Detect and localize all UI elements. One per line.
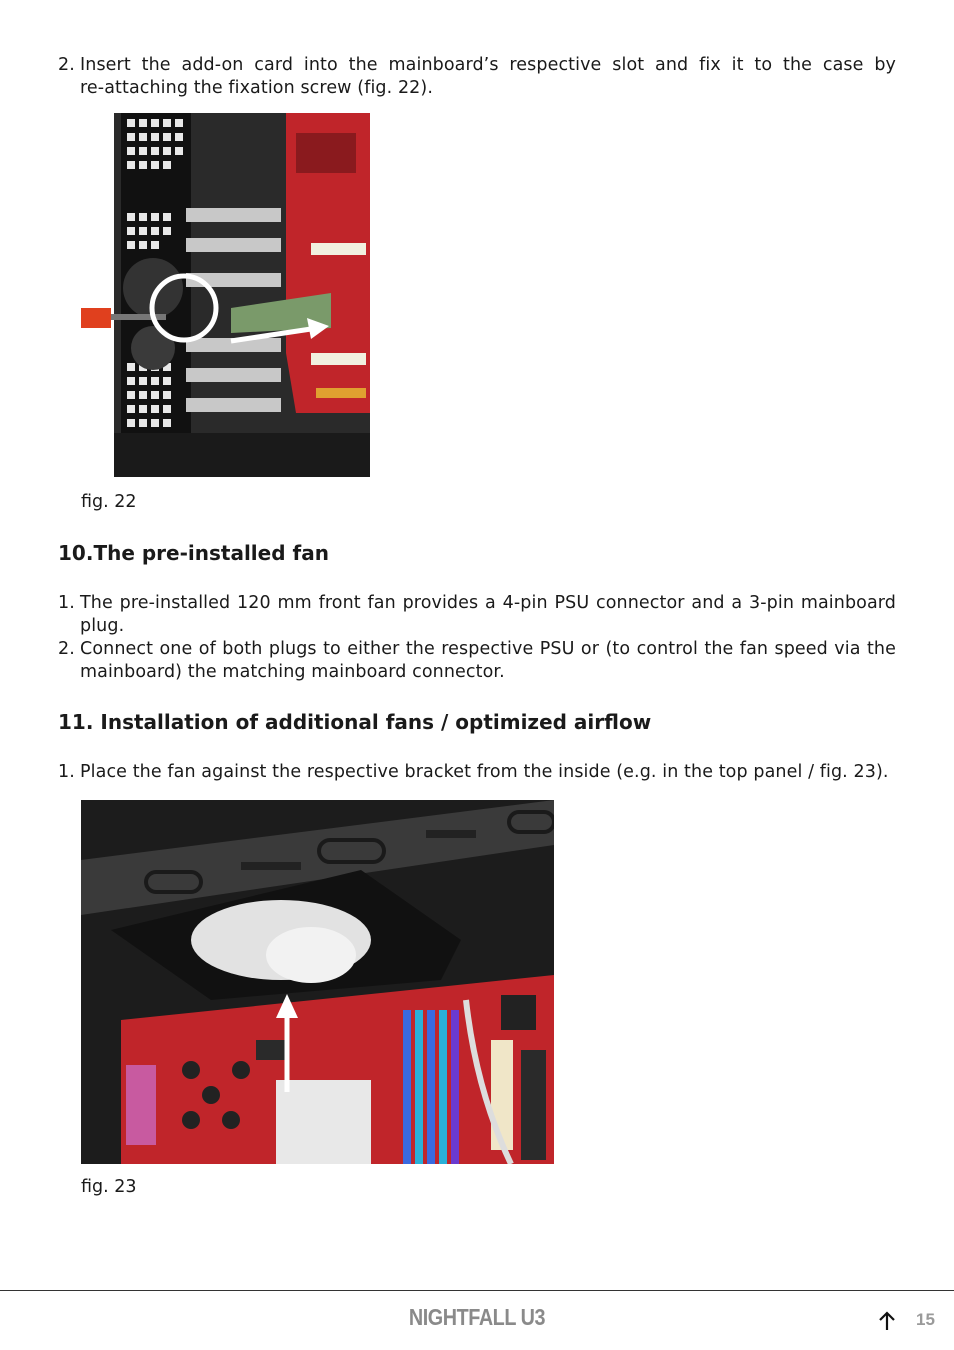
page-number: 15 xyxy=(916,1310,935,1329)
section-heading-preinstalled-fan xyxy=(58,541,329,565)
list-item-connect-plugs xyxy=(58,638,896,684)
fan-top-panel-image xyxy=(81,800,554,1164)
heading-text: The pre-installed fan xyxy=(93,541,329,565)
list-number: 2. xyxy=(58,639,75,659)
list-text-line: Place the fan against the respective bracket from the inside (e.g. in the top panel / fig. 23). xyxy=(80,762,889,782)
list-number: 1. xyxy=(58,762,75,782)
section-heading-additional-fans: 11. Installation of additional fans / optimized airflow xyxy=(58,710,652,734)
arrow-up-icon[interactable] xyxy=(876,1310,898,1332)
list-text-line: Insert the add-on card into the mainboard’s respective slot and fix it to the case by xyxy=(80,55,896,75)
list-text-line: plug. xyxy=(80,616,125,636)
figure-23-caption: fig. 23 xyxy=(81,1177,137,1197)
list-number: 1. xyxy=(58,593,75,613)
list-number: 2. xyxy=(58,55,75,75)
footer-brand: NIGHTFALL U3 xyxy=(408,1304,546,1330)
list-item-fan-connectors xyxy=(58,592,896,638)
list-item-place-fan xyxy=(58,761,896,784)
list-text-line: The pre-installed 120 mm front fan provides a 4-pin PSU connector and a 3-pin mainboard xyxy=(80,593,896,613)
list-text-line: Connect one of both plugs to either the respective PSU or (to control the fan speed via the xyxy=(80,639,896,659)
list-item-insert-card xyxy=(58,54,896,100)
heading-number: 10. xyxy=(58,541,94,565)
figure-23-photo xyxy=(81,800,554,1164)
list-text-line: re-attaching the fixation screw (fig. 22). xyxy=(80,78,434,98)
figure-22-caption: fig. 22 xyxy=(81,492,137,512)
pc-case-expansion-slots-image xyxy=(81,113,370,477)
footer-divider xyxy=(0,1290,954,1291)
list-text-line: mainboard) the matching mainboard connector. xyxy=(80,662,505,682)
figure-22-photo xyxy=(81,113,370,477)
